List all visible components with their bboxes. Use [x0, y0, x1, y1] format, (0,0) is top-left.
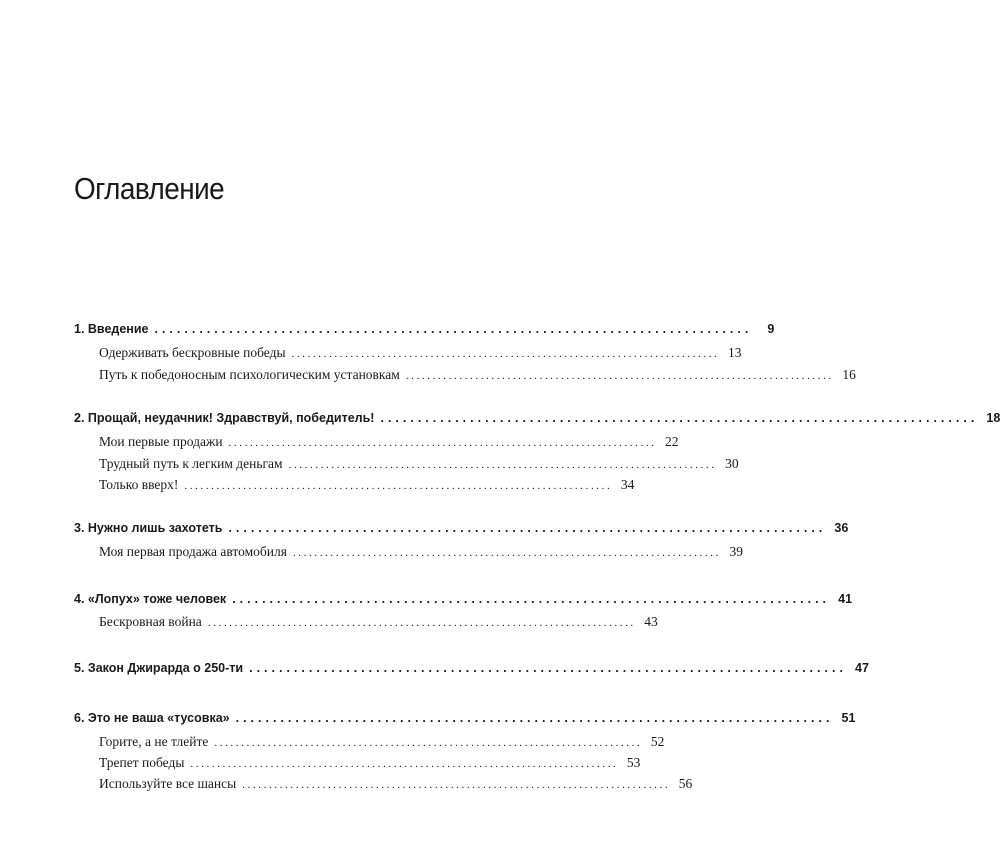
toc-page-number: 9 [767, 322, 775, 336]
toc-entry-label: 5. Закон Джирарда о 250-ти [74, 661, 244, 675]
toc-page-number: 22 [665, 434, 679, 449]
dot-leader: ................................................................................ [184, 480, 613, 492]
toc-chapter-3[interactable] [74, 521, 849, 535]
dot-leader: ................................................................................ [190, 758, 619, 770]
toc-chapter-1[interactable] [74, 322, 775, 336]
toc-page-number: 43 [644, 614, 658, 629]
dot-leader: ................................................................................ [292, 547, 721, 559]
toc-section[interactable] [99, 614, 658, 630]
toc-chapter-2[interactable] [74, 411, 1000, 425]
toc-page-number: 39 [729, 544, 743, 559]
dot-leader: ................................................................................ [249, 661, 847, 675]
toc-page-number: 53 [626, 755, 641, 770]
dot-leader: ................................................................................ [207, 617, 636, 629]
toc-entry-label: Горите, а не тлейте [99, 734, 209, 749]
toc-section[interactable] [99, 734, 665, 750]
toc-section[interactable] [99, 755, 641, 771]
dot-leader: ................................................................................ [232, 592, 831, 606]
toc-entry-label: Мои первые продажи [99, 434, 223, 449]
toc-entry-label: Только вверх! [99, 477, 179, 492]
toc-page-number: 56 [678, 776, 693, 791]
dot-leader: ................................................................................ [235, 711, 834, 725]
dot-leader: ................................................................................ [214, 737, 643, 749]
toc-page-number: 13 [728, 345, 742, 360]
toc-entry-label: 3. Нужно лишь захотеть [74, 521, 223, 535]
toc-page-number: 18 [986, 411, 1000, 425]
toc-page-number: 51 [841, 711, 856, 725]
toc-entry-label: Моя первая продажа автомобиля [99, 544, 287, 559]
toc-chapter-4[interactable] [74, 592, 853, 606]
toc-section[interactable] [99, 367, 856, 383]
toc-chapter-6[interactable] [74, 711, 856, 725]
toc-entry-label: Бескровная война [99, 614, 202, 629]
toc-entry-label: 2. Прощай, неудачник! Здравствуй, победитель! [74, 411, 375, 425]
toc-section[interactable] [99, 434, 679, 450]
dot-leader: ................................................................................ [288, 459, 717, 471]
dot-leader: ................................................................................ [228, 521, 827, 535]
page-title: Оглавление [74, 171, 225, 206]
toc-section[interactable] [99, 345, 742, 361]
dot-leader: ................................................................................ [291, 348, 720, 360]
dot-leader: ................................................................................ [228, 437, 657, 449]
toc-page-number: 41 [838, 592, 853, 606]
toc-entry-label: Путь к победоносным психологическим установкам [99, 367, 400, 382]
toc-page-number: 34 [620, 477, 635, 492]
toc-page-number: 16 [842, 367, 856, 382]
dot-leader: ................................................................................ [242, 779, 671, 791]
toc-entry-label: 6. Это не ваша «тусовка» [74, 711, 230, 725]
toc-section[interactable] [99, 456, 739, 472]
toc-section[interactable] [99, 776, 693, 792]
toc-page-number: 36 [834, 521, 849, 535]
dot-leader: ................................................................................ [380, 411, 979, 425]
dot-leader: ................................................................................ [405, 370, 834, 382]
dot-leader: ................................................................................ [154, 322, 753, 336]
toc-entry-label: Трепет победы [99, 755, 185, 770]
toc-entry-label: Трудный путь к легким деньгам [99, 456, 283, 471]
toc-entry-label: 1. Введение [74, 322, 149, 336]
toc-page-number: 30 [725, 456, 739, 471]
toc-entry-label: Одерживать бескровные победы [99, 345, 286, 360]
toc-page-number: 52 [650, 734, 665, 749]
toc-chapter-5[interactable] [74, 661, 869, 675]
toc-page-number: 47 [855, 661, 869, 675]
toc-entry-label: 4. «Лопух» тоже человек [74, 592, 227, 606]
toc-entry-label: Используйте все шансы [99, 776, 237, 791]
toc-section[interactable] [99, 477, 635, 493]
toc-section[interactable] [99, 544, 743, 560]
